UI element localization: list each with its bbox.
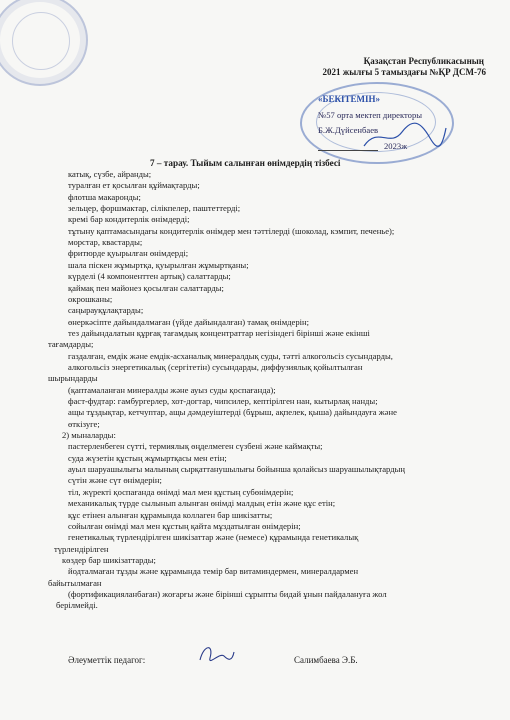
list-line: фритюрде қуырылған өнімдерді;: [68, 248, 189, 258]
list-line: (фортификацияланбаған) жоғарғы және бірінші сұрыпты бидай ұнын пайдалануға жол: [68, 589, 387, 599]
list-line: механикалық түрде сылынып алынған өнімді малдың етін және құс етін;: [68, 498, 336, 508]
list-line: ауыл шаруашылығы малының сырқаттанушылығы бойынша қолайсыз шаруашылықтардың: [68, 464, 405, 474]
list-line: өнеркәсіпте дайындалмаған (үйде дайындалған) тамақ өнімдерін;: [68, 317, 310, 327]
list-line: тұтыну қаптамасындағы кондитерлік өнімдер мен тәттілерді (шоколад, кэмпит, печенье);: [68, 226, 395, 236]
list-line: сүтін және сүт өнімдерін;: [68, 475, 162, 485]
list-line: қаймақ пен майонез қосылған салаттарды;: [68, 283, 224, 293]
list-line: көздер бар шикізаттарды;: [62, 555, 156, 565]
list-line: морстар, квастарды;: [68, 237, 143, 247]
header-line-1: Қазақстан Республикасының: [363, 56, 484, 66]
list-line: пастерленбеген сүтті, термиялық өңделмеген сүзбені және каймақты;: [68, 441, 323, 451]
list-line: өткізуге;: [68, 419, 100, 429]
list-line: кремі бар кондитерлік өнімдерді;: [68, 214, 190, 224]
approval-title: «БЕКІТЕМІН»: [318, 94, 380, 104]
pedagogue-signature: [196, 640, 236, 670]
list-line: йодталмаған тұзды және құрамында темір бар витаминдермен, минералдармен: [68, 566, 359, 576]
list-line: түрлендірілген: [54, 544, 109, 554]
header-line-2: 2021 жылғы 5 тамыздағы №ҚР ДСМ-76: [322, 67, 486, 77]
footer-name: Салимбаева Э.Б.: [294, 655, 358, 665]
list-line: сойылған өнімді мал мен құстың қайта мұздатылған өнімдерін;: [68, 521, 301, 531]
list-line: ащы тұздықтар, кетчуптар, ащы дәмдеуіштерді (бұрыш, ақпелек, қыша) дайындауға және: [68, 407, 397, 417]
list-line: тез дайындалатын құрғақ тағамдық концентраттар негізіндегі бірінші және екінші: [68, 328, 370, 338]
list-line: тіл, жүректі қоспағанда өнімді мал мен құстың субөнімдерін;: [68, 487, 294, 497]
list-line: флотша макаронды;: [68, 192, 141, 202]
list-line: туралған ет қосылған құймақтарды;: [68, 180, 200, 190]
list-line: шырындарды: [48, 373, 98, 383]
list-line: газдалған, емдік және емдік-асханалық минералдық суды, тәтті алкогольсіз сусындарды,: [68, 351, 393, 361]
list-line: суда жүзетін құстың жұмыртқасы мен етін;: [68, 453, 227, 463]
section-title: 7 – тарау. Тыйым салынған өнімдердің тізбесі: [150, 158, 341, 168]
list-line: зельцер, форшмактар, сілікпелер, паштеттерді;: [68, 203, 241, 213]
director-signature: [360, 118, 450, 154]
list-line: окрошканы;: [68, 294, 113, 304]
list-line: фаст-фудтар: гамбургерлер, хот-догтар, чипсилер, кептірілген нан, кытырлақ нанды;: [68, 396, 378, 406]
footer-role: Әлеуметтік педагог:: [68, 655, 146, 665]
list-line: шала піскен жұмыртқа, қуырылған жұмыртқаны;: [68, 260, 249, 270]
approval-line-2: Б.Ж.Дүйсенбаев: [318, 125, 379, 135]
list-line: құс етінен алынған құрамында коллаген бар шикізатты;: [68, 510, 273, 520]
list-line: катық, сүзбе, айранды;: [68, 169, 152, 179]
list-line: берілмейді.: [56, 600, 98, 610]
list-line: алкогольсіз энергетикалық (сергітетін) сусындарды, диффузиялық қойылтылған: [68, 362, 363, 372]
approval-date: 2023ж: [384, 141, 408, 151]
list-line: 2) мыналарды:: [62, 430, 116, 440]
list-line: (қаптамаланған минералды және ауыз суды қоспағанда);: [68, 385, 276, 395]
list-line: генетикалық түрлендірілген шикізаттар және (немесе) құрамында генетикалық: [68, 532, 359, 542]
list-line: саңырауқұлақтарды;: [68, 305, 144, 315]
approval-line-1: №57 орта мектеп директоры: [318, 110, 423, 120]
list-line: күрделі (4 компоненттен артық) салаттарды;: [68, 271, 231, 281]
list-line: тағамдарды;: [48, 339, 94, 349]
list-line: байытылмаған: [48, 578, 102, 588]
faded-stamp-left-inner: [12, 12, 70, 70]
